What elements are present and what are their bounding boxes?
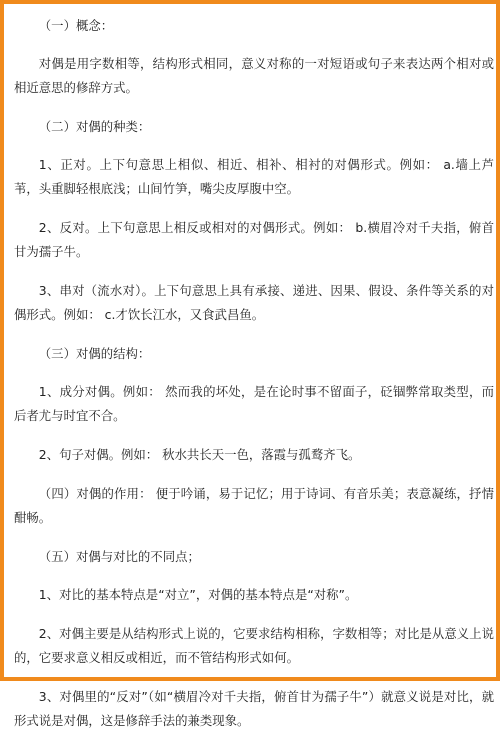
paragraph-function: （四）对偶的作用： 便于吟诵，易于记忆；用于诗词、有音乐美；表意凝练，抒情酣畅。 (14, 486, 494, 525)
document-body (14, 14, 494, 748)
paragraph-definition: 对偶是用字数相等，结构形式相同，意义对称的一对短语或句子来表达两个相对或相近意思的修辞方式。 (14, 56, 494, 95)
section-heading-types: （二）对偶的种类： (38, 119, 151, 134)
section-heading-concept: （一）概念： (38, 18, 114, 33)
paragraph-type-fandui: 2、反对。上下句意思上相反或相对的对偶形式。例如： b.横眉冷对千夫指，俯首甘为孺子牛。 (14, 220, 494, 259)
paragraph-structure-component: 1、成分对偶。例如： 然而我的坏处，是在论时事不留面子，砭锢弊常取类型，而后者尤与时宜不合。 (14, 384, 494, 423)
paragraph-difference-2: 2、对偶主要是从结构形式上说的，它要求结构相称，字数相等；对比是从意义上说的，它要求意义相反或相近，而不管结构形式如何。 (14, 626, 494, 665)
paragraph-type-zhengdui: 1、正对。上下句意思上相似、相近、相补、相衬的对偶形式。例如： a.墙上芦苇，头重脚轻根底浅；山间竹笋，嘴尖皮厚腹中空。 (14, 157, 494, 196)
paragraph-difference-3: 3、对偶里的“反对”（如“横眉冷对千夫指，俯首甘为孺子牛”）就意义说是对比，就形式说是对偶，这是修辞手法的兼类现象。 (14, 689, 494, 728)
paragraph-type-chuandui: 3、串对（流水对）。上下句意思上具有承接、递进、因果、假设、条件等关系的对偶形式。例如： c.才饮长江水，又食武昌鱼。 (14, 283, 494, 322)
paragraph-difference-1: 1、对比的基本特点是“对立”，对偶的基本特点是“对称”。 (38, 587, 358, 602)
section-heading-structure: （三）对偶的结构： (38, 346, 151, 361)
paragraph-structure-sentence: 2、句子对偶。例如： 秋水共长天一色，落霞与孤鹜齐飞。 (38, 447, 361, 462)
section-heading-differences: （五）对偶与对比的不同点； (38, 549, 200, 564)
